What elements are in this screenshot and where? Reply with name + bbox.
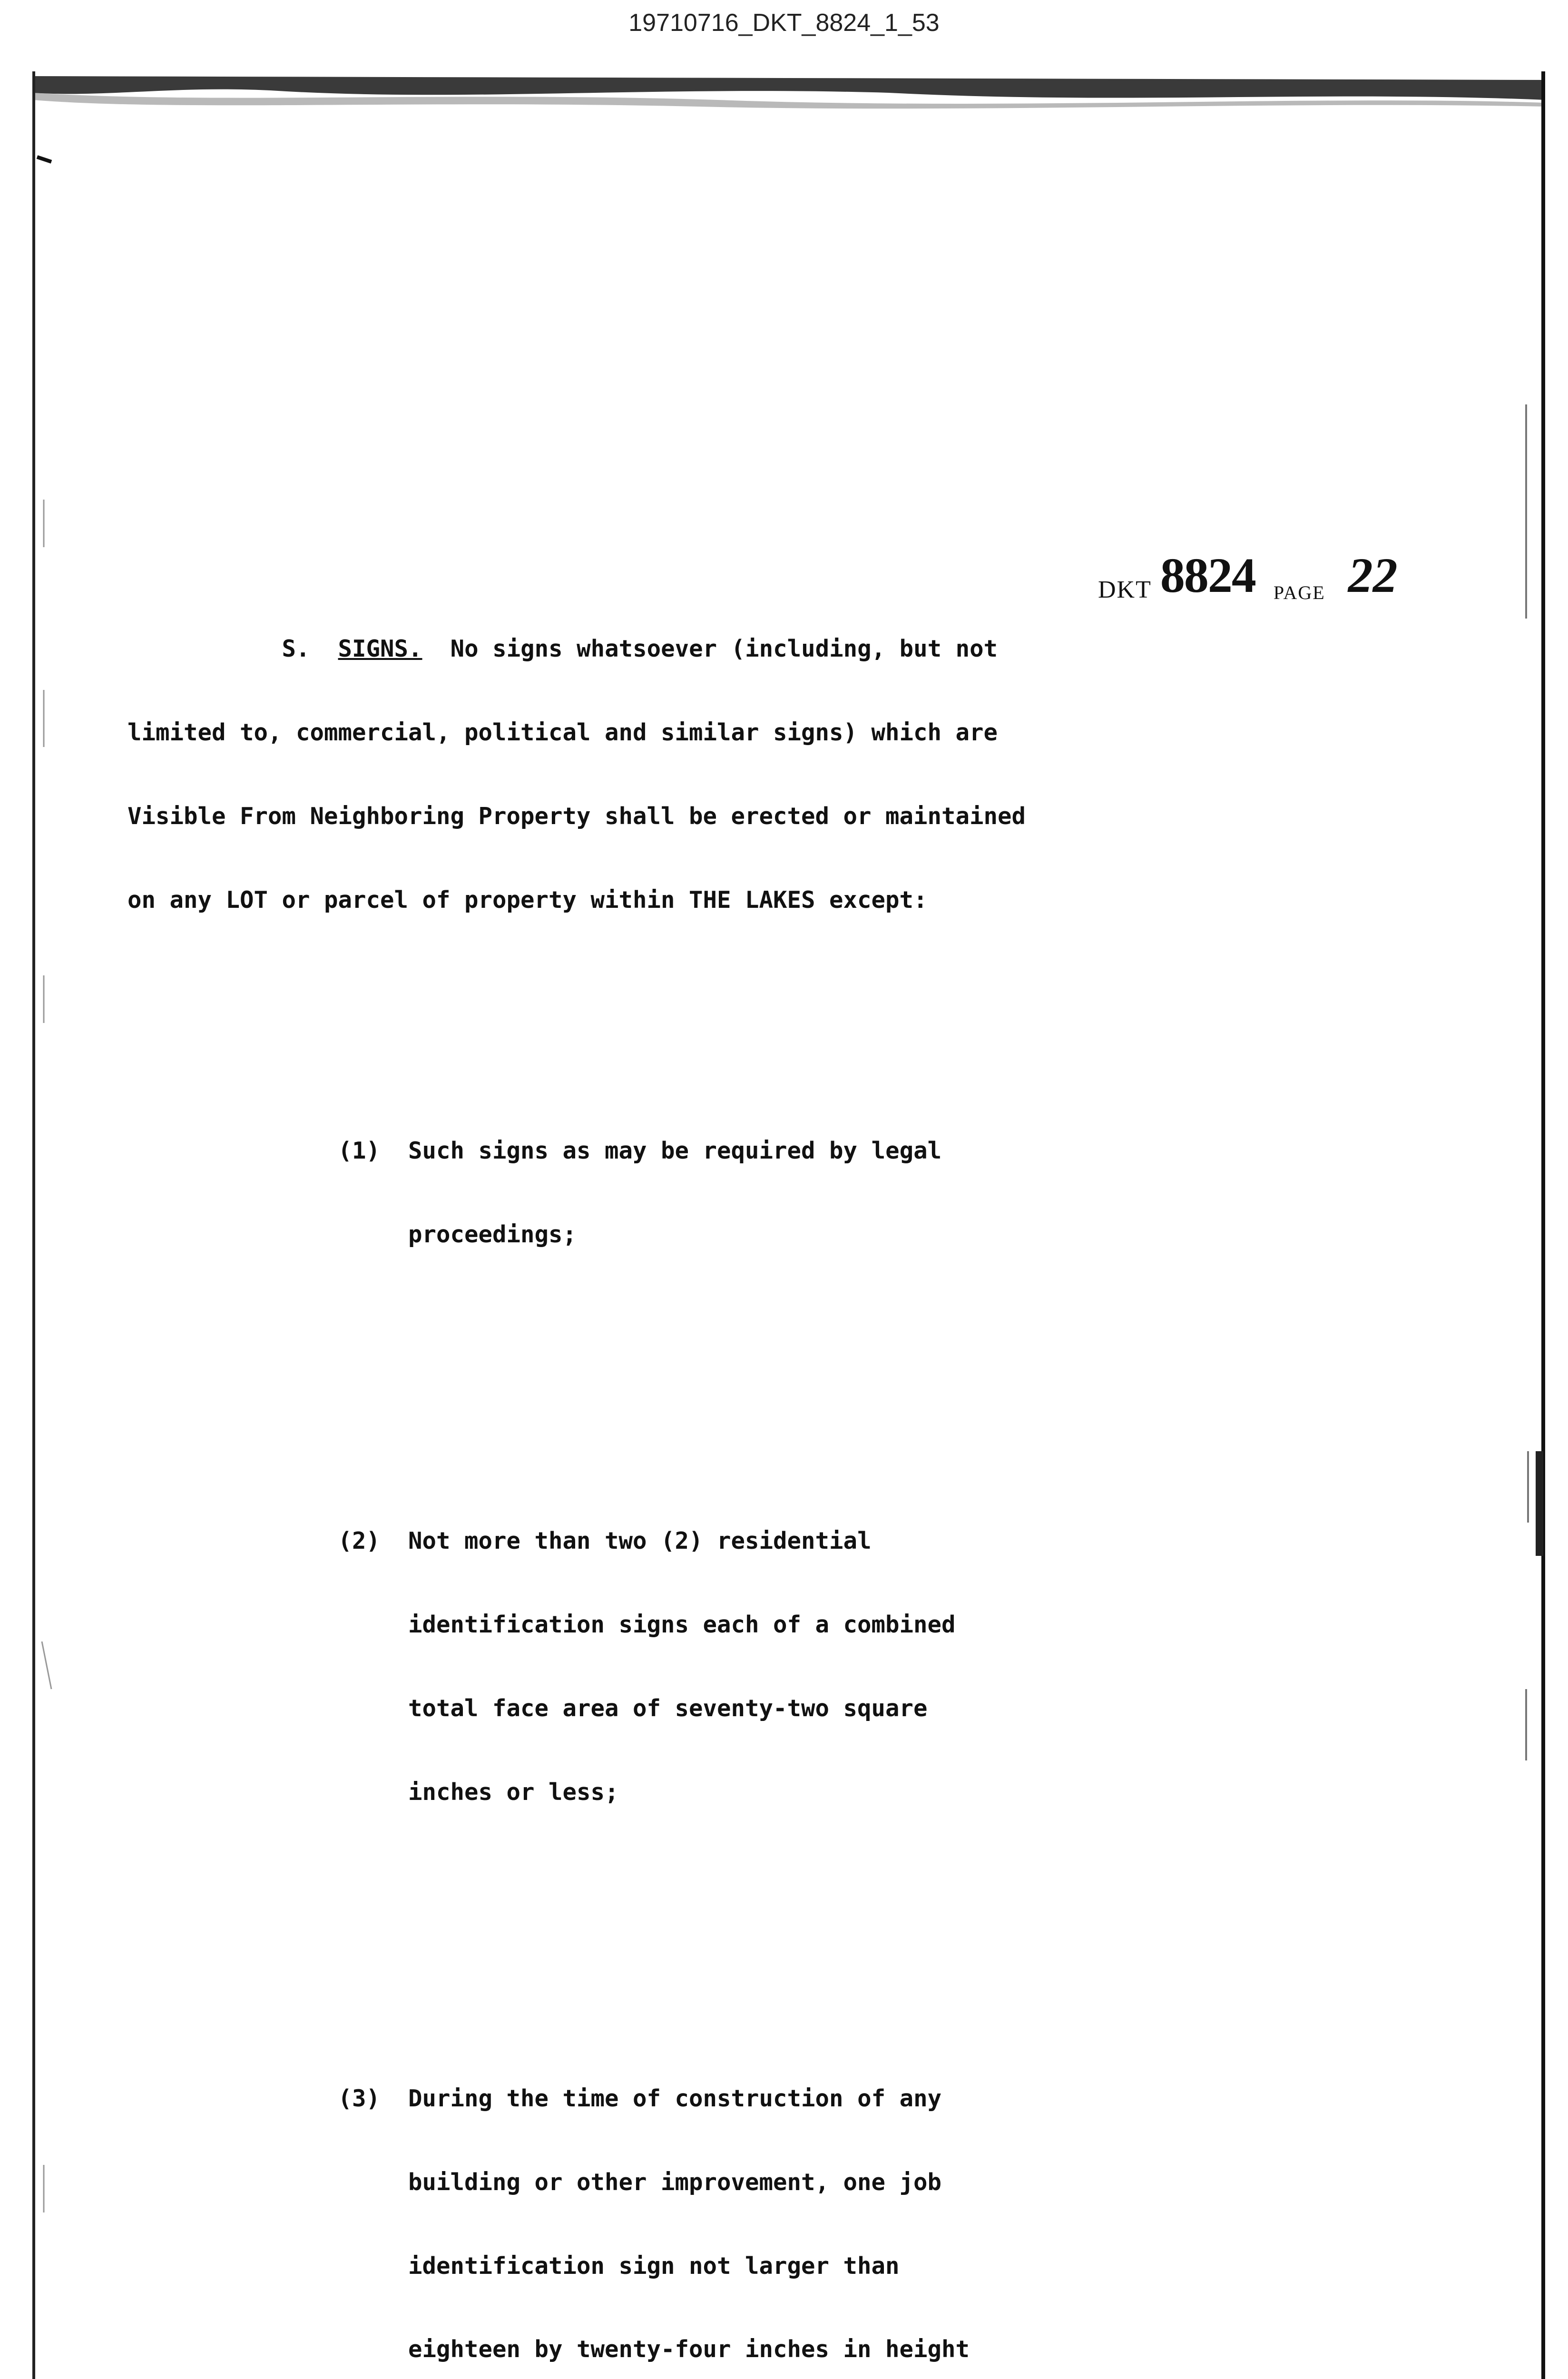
section-s-line-1: S. SIGNS. No signs whatsoever (including, but not <box>282 635 998 663</box>
list-item-2: (2) Not more than two (2) residential identification signs each of a combined total face area of seventy-two square inches or less; <box>338 1527 956 1806</box>
page-label: PAGE <box>1273 582 1325 603</box>
list-item-3: (3) During the time of construction of any building or other improvement, one job identification sign not larger than eighteen by twenty-four inches in height <box>338 2085 970 2363</box>
document-body <box>127 580 1412 2379</box>
scan-edge-top <box>32 71 1545 114</box>
scan-edge-right <box>1507 71 1545 2379</box>
file-header: 19710716_DKT_8824_1_53 <box>628 9 940 37</box>
section-s-heading: SIGNS. <box>338 635 422 663</box>
document-page <box>32 71 1545 2379</box>
section-s-line-4: on any LOT or parcel of property within THE LAKES except: <box>127 886 928 914</box>
docket-label: DKT <box>1098 576 1152 603</box>
section-s-line-2: limited to, commercial, political and similar signs) which are <box>127 718 998 746</box>
list-item-1: (1) Such signs as may be required by legal proceedings; <box>338 1137 942 1248</box>
page-number-stamp: 22 <box>1348 548 1398 603</box>
scan-edge-left <box>32 71 61 2379</box>
book-number: 8824 <box>1160 548 1255 603</box>
section-s-line-3: Visible From Neighboring Property shall be erected or maintained <box>127 802 1026 830</box>
